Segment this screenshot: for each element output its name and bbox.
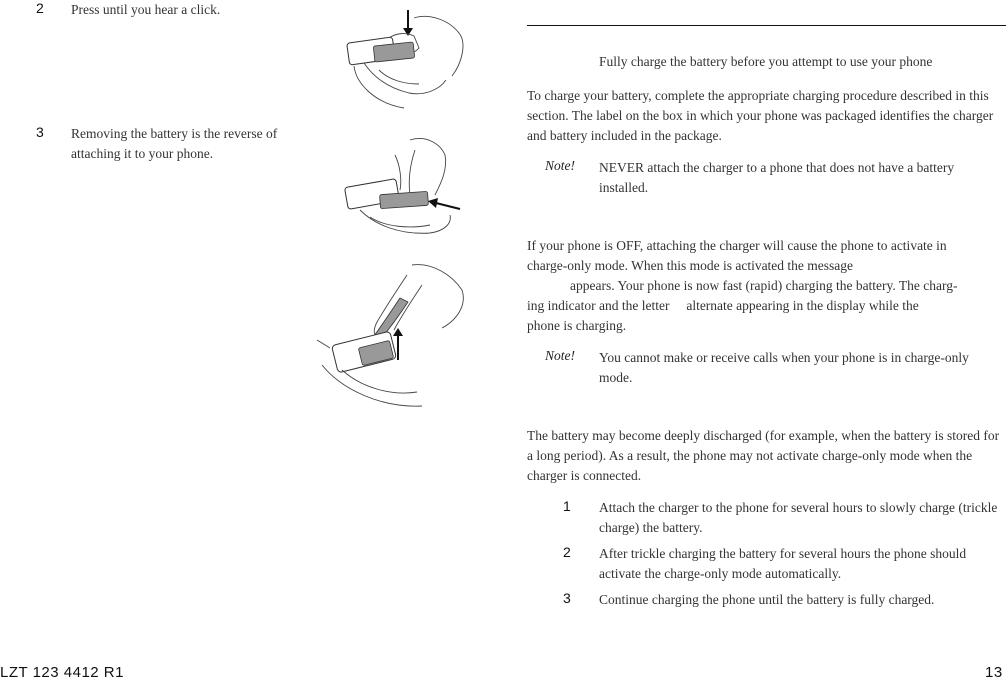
- step-number: 2: [563, 544, 571, 560]
- step-text: Continue charging the phone until the battery is fully charged.: [599, 592, 935, 607]
- step-text: Attach the charger to the phone for several hours to slowly charge (trickle charge) the battery.: [599, 500, 998, 535]
- note-text: NEVER attach the charger to a phone that does not have a battery installed.: [599, 160, 955, 195]
- charge-only-line: charge-only mode. When this mode is activated the message: [527, 258, 854, 273]
- charge-only-line: ing indicator and the letter alternate appearing in the display while the: [527, 298, 919, 313]
- note-text: You cannot make or receive calls when your phone is in charge-only mode.: [599, 350, 969, 385]
- note-label: Note!: [545, 348, 575, 363]
- deep-discharge-paragraph: The battery may become deeply discharged (for example, when the battery is stored for a long period). As a result, the phone may not activate charge-only mode when the charger is connected.: [527, 428, 1000, 483]
- page-number: 13: [985, 664, 1003, 681]
- step-text: Removing the battery is the reverse of attaching it to your phone.: [71, 126, 278, 161]
- charge-only-line: phone is charging.: [527, 318, 627, 333]
- section-rule: [527, 25, 1006, 26]
- step-number: 3: [563, 590, 571, 606]
- step-number: 1: [563, 498, 571, 514]
- intro-paragraph: To charge your battery, complete the appropriate charging procedure described in this section. The label on the box in which your phone was packaged identifies the charger and battery included in the package.: [527, 88, 994, 143]
- step-text: Press until you hear a click.: [71, 2, 221, 17]
- note-label: Note!: [545, 158, 575, 173]
- step-number: 3: [36, 124, 44, 140]
- step-number: 2: [36, 0, 44, 16]
- document-id: LZT 123 4412 R1: [0, 664, 124, 681]
- battery-removal-illustration: [340, 135, 470, 240]
- charge-only-line: appears. Your phone is now fast (rapid) charging the battery. The charg-: [570, 278, 958, 293]
- charge-warning: Fully charge the battery before you attempt to use your phone: [599, 54, 933, 69]
- step-text: After trickle charging the battery for several hours the phone should activate the charge-only mode automatically.: [599, 546, 967, 581]
- charge-only-line: If your phone is OFF, attaching the charger will cause the phone to activate in: [527, 238, 947, 253]
- battery-lift-illustration: [312, 260, 472, 410]
- battery-press-illustration: [334, 8, 474, 113]
